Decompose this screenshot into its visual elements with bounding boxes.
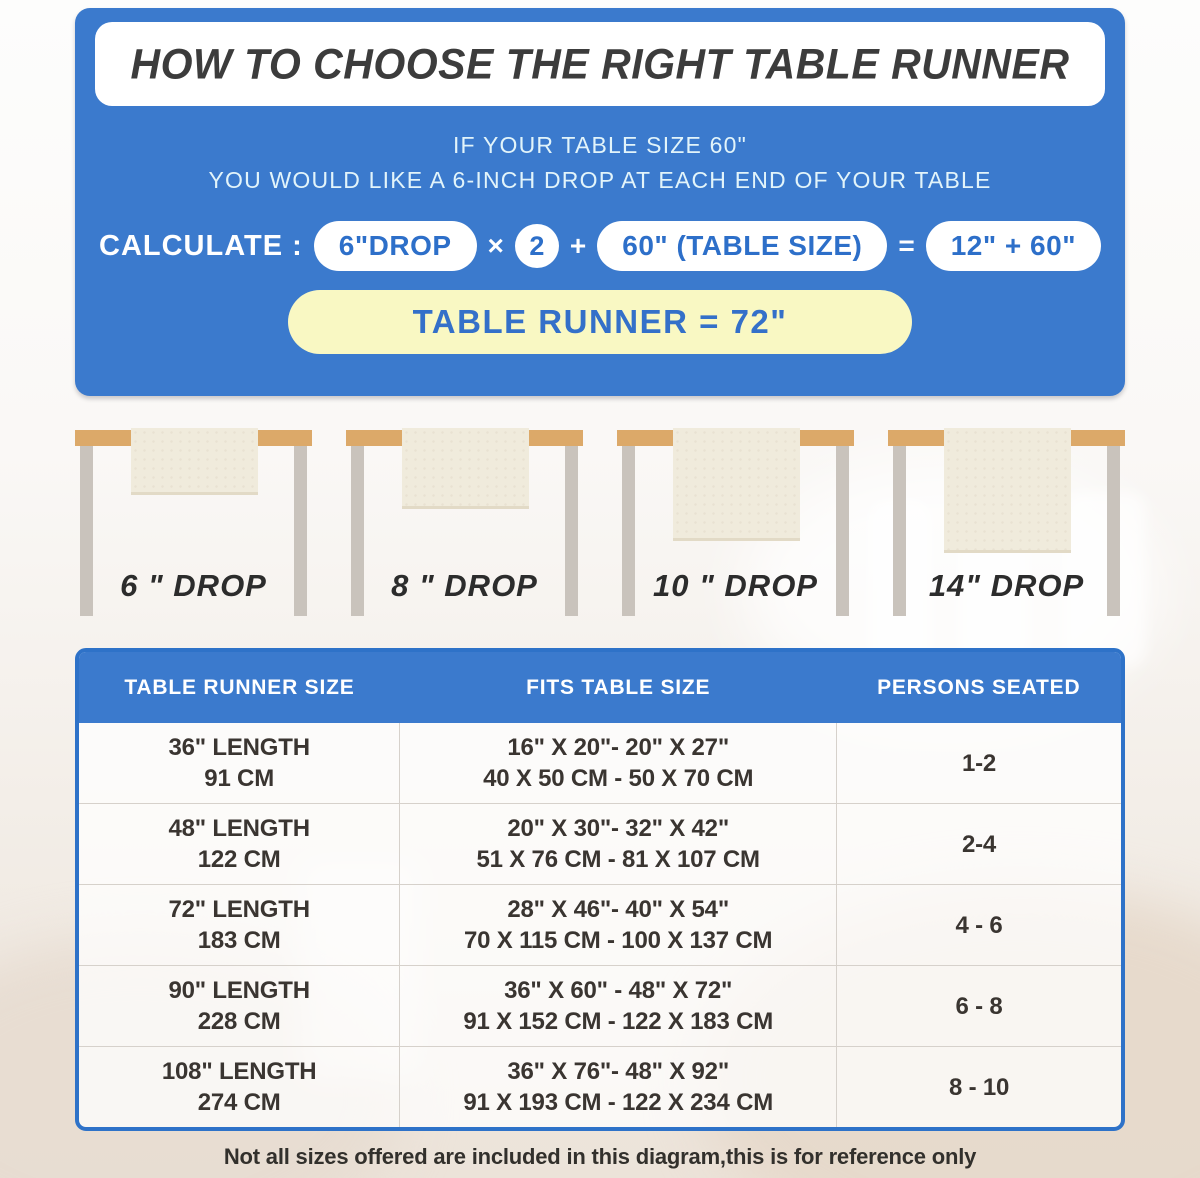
result-pill: 12" + 60" [926,221,1101,271]
drop-label: 10 " DROP [653,568,818,603]
fits-size-cm: 91 X 193 CM - 122 X 234 CM [463,1089,773,1116]
fits-table-size-cell [400,885,837,965]
table-row [79,884,1121,965]
table-figure-10-drop [617,396,854,648]
runner-length-inch: 72" LENGTH [168,896,310,923]
runner-size-cell [79,1047,400,1127]
persons-value: 4 - 6 [955,911,1003,939]
subtitle-line2: YOU WOULD LIKE A 6-INCH DROP AT EACH END OF YOUR TABLE [208,167,992,193]
persons-seated-cell [837,966,1121,1046]
runner-length-inch: 90" LENGTH [168,977,310,1004]
drop-pill: 6"DROP [314,221,477,271]
plus-operator: + [569,230,587,261]
header-panel [75,8,1125,396]
drop-label: 8 " DROP [391,568,538,603]
final-result-pill: TABLE RUNNER = 72" [288,290,912,354]
column-header-persons-seated: PERSONS SEATED [877,675,1081,699]
table-runner [131,428,258,495]
fits-table-size-cell [400,723,837,803]
footer-note: Not all sizes offered are included in this diagram,this is for reference only [223,1144,977,1169]
runner-length-cm: 228 CM [197,1008,281,1035]
runner-size-cell [79,804,400,884]
size-table-header [79,652,1121,723]
table-row [79,965,1121,1046]
runner-length-cm: 122 CM [197,846,281,873]
table-figure-6-drop [75,396,312,648]
column-header-fits-table-size: FITS TABLE SIZE [526,675,711,699]
runner-size-cell [79,723,400,803]
fits-size-inch: 20" X 30"- 32" X 42" [507,815,730,842]
multiplier-circle: 2 [515,224,559,268]
page-title: HOW TO CHOOSE THE RIGHT TABLE RUNNER [130,39,1070,88]
table-figure-8-drop [346,396,583,648]
size-table [75,648,1125,1131]
persons-seated-cell [837,885,1121,965]
persons-seated-cell [837,1047,1121,1127]
persons-value: 2-4 [961,830,997,858]
table-runner [402,428,529,509]
fits-size-inch: 16" X 20"- 20" X 27" [507,734,730,761]
fits-size-cm: 70 X 115 CM - 100 X 137 CM [464,927,773,954]
runner-length-cm: 183 CM [197,927,281,954]
drop-label: 14" DROP [928,568,1085,603]
calculate-label: CALCULATE : [99,229,303,262]
runner-length-cm: 91 CM [204,765,274,792]
persons-value: 8 - 10 [948,1073,1010,1101]
runner-size-cell [79,966,400,1046]
runner-size-cell [79,885,400,965]
persons-value: 6 - 8 [955,992,1003,1020]
fits-size-inch: 36" X 60" - 48" X 72" [504,977,733,1004]
fits-size-inch: 36" X 76"- 48" X 92" [507,1058,730,1085]
fits-size-cm: 40 X 50 CM - 50 X 70 CM [483,765,754,792]
drop-label: 6 " DROP [120,568,267,603]
fits-table-size-cell [400,966,837,1046]
column-header-runner-size: TABLE RUNNER SIZE [124,675,355,699]
equals-operator: = [898,230,915,261]
table-size-pill: 60" (TABLE SIZE) [597,221,887,271]
runner-length-inch: 48" LENGTH [168,815,310,842]
title-box [95,22,1105,106]
fits-size-cm: 91 X 152 CM - 122 X 183 CM [463,1008,773,1035]
fits-table-size-cell [400,804,837,884]
table-row [79,1046,1121,1127]
calculation-row [75,222,1125,270]
times-operator: × [487,230,504,261]
runner-length-inch: 108" LENGTH [161,1058,317,1085]
table-row [79,723,1121,803]
table-row [79,803,1121,884]
fits-table-size-cell [400,1047,837,1127]
runner-length-cm: 274 CM [197,1089,281,1116]
fits-size-cm: 51 X 76 CM - 81 X 107 CM [476,846,760,873]
table-figure-14-drop [888,396,1125,648]
subtitle [75,128,1125,198]
subtitle-line1: IF YOUR TABLE SIZE 60" [452,132,748,158]
fits-size-inch: 28" X 46"- 40" X 54" [507,896,730,923]
persons-value: 1-2 [961,749,997,777]
persons-seated-cell [837,804,1121,884]
drop-diagrams [75,396,1125,648]
runner-length-inch: 36" LENGTH [168,734,310,761]
persons-seated-cell [837,723,1121,803]
table-runner [944,428,1071,553]
table-runner [673,428,800,541]
